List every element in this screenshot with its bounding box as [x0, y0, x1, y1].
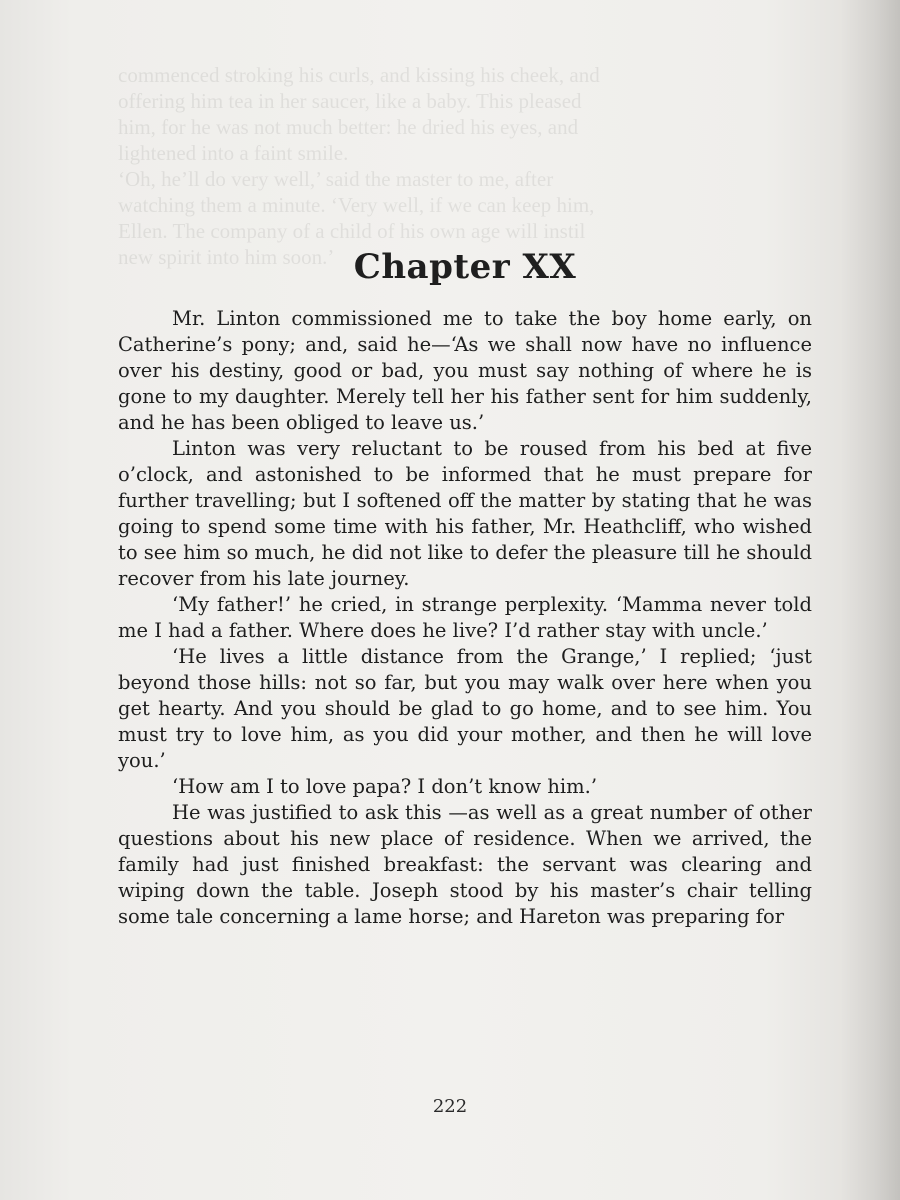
show-through-line: lightened into a faint smile. [118, 141, 349, 165]
paragraph: He was justified to ask this —as well as a great number of other questions about his new place of residence. When we arrived, the family had just finished breakfast: the servant was clearing and wiping down the table. Joseph stood by his master’s chair telling some tale concerning a lame horse; and Hareton was preparing for [118, 801, 812, 928]
show-through-text [118, 62, 818, 270]
show-through-line: offering him tea in her saucer, like a baby. This pleased [118, 89, 582, 113]
show-through-line: him, for he was not much better: he dried his eyes, and [118, 115, 579, 139]
show-through-line: new spirit into him soon.’ [118, 245, 335, 269]
page-number: 222 [432, 1096, 468, 1117]
chapter-body [118, 306, 812, 930]
page-content [118, 244, 812, 930]
paragraph: Mr. Linton commissioned me to take the boy home early, on Catherine’s pony; and, said he—‘As we shall now have no influence over his destiny, good or bad, you must say nothing of where he is gone to my daughter. Merely tell her his father sent for him suddenly, and he has been obliged to leave us.’ [118, 307, 812, 434]
show-through-line: watching them a minute. ‘Very well, if we can keep him, [118, 193, 595, 217]
paragraph: ‘My father!’ he cried, in strange perplexity. ‘Mamma never told me I had a father. Where does he live? I’d rather stay with uncle.’ [118, 593, 812, 642]
chapter-title: Chapter XX [353, 247, 577, 287]
page-spine-shadow [840, 0, 900, 1200]
show-through-line: Ellen. The company of a child of his own age will instil [118, 219, 586, 243]
paragraph: Linton was very reluctant to be roused from his bed at five o’clock, and astonished to be informed that he must prepare for further travelling; but I softened off the matter by stating that he was going to spend some time with his father, Mr. Heathcliff, who wished to see him so much, he did not like to defer the pleasure till he should recover from his late journey. [118, 437, 812, 590]
paragraph: ‘He lives a little distance from the Grange,’ I replied; ‘just beyond those hills: not so far, but you may walk over here when you get hearty. And you should be glad to go home, and to see him. You must try to love him, as you did your mother, and then he will love you.’ [118, 645, 812, 772]
paragraph: ‘How am I to love papa? I don’t know him.’ [172, 775, 598, 798]
show-through-line: ‘Oh, he’ll do very well,’ said the master to me, after [118, 167, 554, 191]
show-through-line: commenced stroking his curls, and kissing his cheek, and [118, 63, 600, 87]
